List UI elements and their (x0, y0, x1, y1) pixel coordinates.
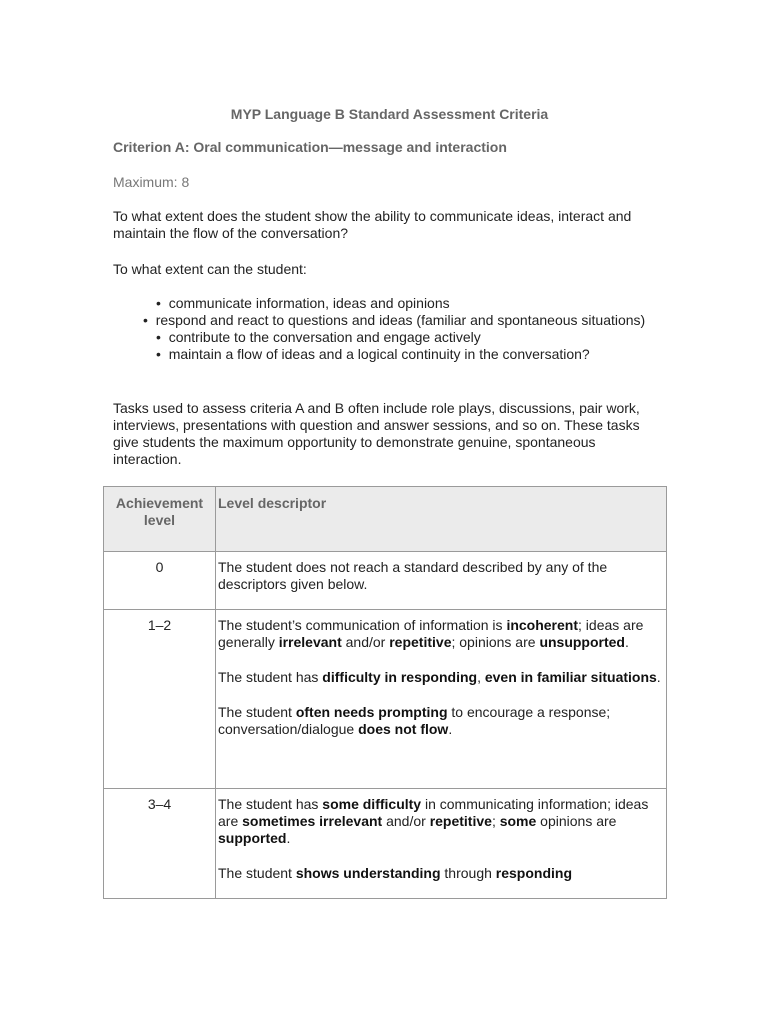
descriptor-text: ; opinions are (451, 634, 540, 650)
descriptor-text: The student (218, 704, 296, 720)
list-item: • contribute to the conversation and engage actively (156, 329, 481, 345)
header-level-descriptor: Level descriptor (216, 487, 667, 552)
descriptor-emphasis: difficulty in responding (322, 669, 478, 685)
descriptor-paragraph (218, 559, 662, 593)
descriptor-paragraph (218, 704, 662, 738)
descriptor-emphasis: repetitive (429, 813, 492, 829)
descriptor-emphasis: responding (495, 865, 573, 881)
descriptor-emphasis: unsupported (539, 634, 625, 650)
descriptor-text: The student has (218, 669, 323, 685)
descriptor-paragraph (218, 865, 662, 882)
descriptor-text: to encourage a response; conversation/dialogue (218, 704, 611, 737)
descriptor-text: The student (218, 865, 296, 881)
descriptor-emphasis: often needs prompting (295, 704, 448, 720)
descriptor-text: . (286, 830, 291, 846)
guiding-question-1: To what extent does the student show the ability to communicate ideas, interact and maintain the flow of the conversation? (113, 208, 632, 241)
descriptor-text: The student’s communication of information is (218, 617, 507, 633)
maximum-score: Maximum: 8 (113, 174, 190, 190)
bullet-icon: • (156, 329, 169, 345)
descriptor-emphasis: some (499, 813, 537, 829)
descriptor-emphasis: even in familiar situations (484, 669, 657, 685)
descriptor-emphasis: irrelevant (278, 634, 342, 650)
descriptor-text: through (440, 865, 496, 881)
descriptor-emphasis: some difficulty (322, 796, 422, 812)
document-title: MYP Language B Standard Assessment Criteria (230, 106, 549, 122)
descriptor-text: . (656, 669, 661, 685)
assessment-table (103, 486, 667, 899)
descriptor-text: and/or (341, 634, 390, 650)
descriptor-emphasis: repetitive (389, 634, 452, 650)
descriptor-text: opinions are (536, 813, 617, 829)
table-row (104, 610, 667, 789)
criterion-heading: Criterion A: Oral communication—message and interaction (113, 139, 507, 155)
table-header-row (104, 487, 667, 552)
descriptor-text: ; (491, 813, 500, 829)
descriptor-emphasis: shows understanding (295, 865, 441, 881)
level-cell: 3–4 (104, 789, 216, 899)
header-achievement-level: Achievement level (104, 487, 216, 552)
guiding-question-2: To what extent can the student: (113, 261, 307, 277)
descriptor-text: , (477, 669, 485, 685)
level-cell: 1–2 (104, 610, 216, 789)
descriptor-paragraph (218, 669, 662, 686)
table-row (104, 789, 667, 899)
descriptor-paragraph (218, 796, 662, 847)
criteria-bullet-list (113, 295, 653, 363)
list-item: • respond and react to questions and ideas (familiar and spontaneous situations) (143, 312, 646, 328)
descriptor-text: The student has (218, 796, 323, 812)
descriptor-emphasis: incoherent (506, 617, 579, 633)
descriptor-emphasis: sometimes irrelevant (242, 813, 383, 829)
descriptor-emphasis: does not flow (358, 721, 449, 737)
descriptor-paragraph (218, 617, 662, 651)
bullet-icon: • (156, 346, 169, 362)
descriptor-text: . (624, 634, 629, 650)
table-row (104, 552, 667, 610)
level-cell: 0 (104, 552, 216, 610)
descriptor-cell (216, 552, 667, 610)
descriptor-text: ; ideas are generally (218, 617, 644, 650)
descriptor-cell (216, 789, 667, 899)
descriptor-text: and/or (382, 813, 430, 829)
bullet-icon: • (143, 312, 156, 328)
list-item: • maintain a flow of ideas and a logical continuity in the conversation? (156, 346, 590, 362)
descriptor-text: . (448, 721, 453, 737)
tasks-paragraph: Tasks used to assess criteria A and B often include role plays, discussions, pair work, interviews, presentations with question and answer sessions, and so on. These tasks give students the maximum opportunity to demonstrate genuine, spontaneous interaction. (113, 400, 640, 467)
descriptor-cell (216, 610, 667, 789)
descriptor-emphasis: supported (218, 830, 287, 846)
descriptor-text: The student does not reach a standard described by any of the descriptors given below. (218, 559, 608, 592)
list-item: • communicate information, ideas and opinions (156, 295, 450, 311)
descriptor-text: in communicating information; ideas are (218, 796, 649, 829)
bullet-icon: • (156, 295, 169, 311)
